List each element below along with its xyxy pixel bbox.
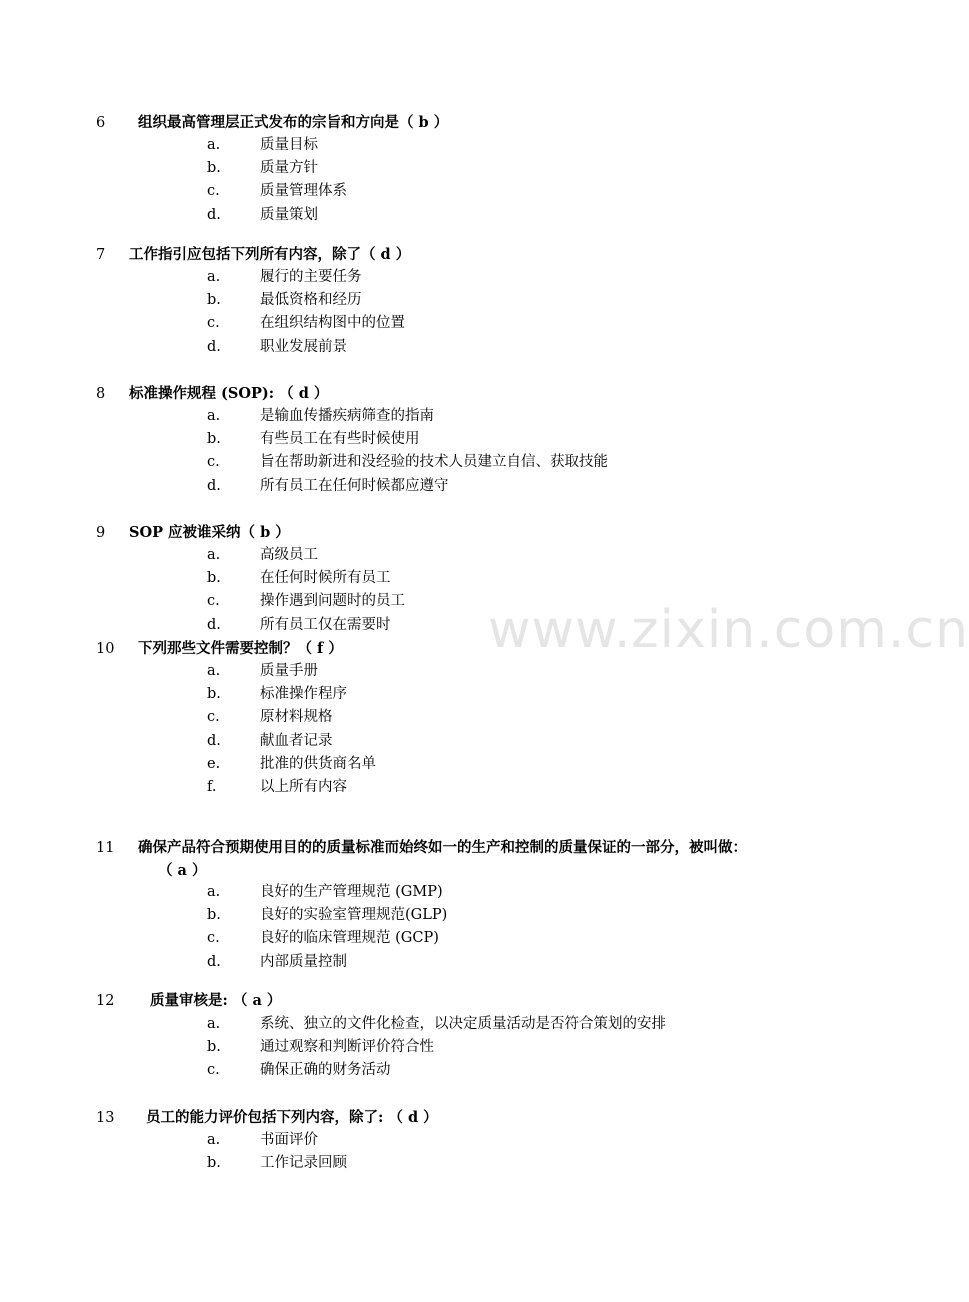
option-c: c. 操作遇到问题时的员工 [207, 593, 405, 610]
option-b: b. 良好的实验室管理规范(GLP) [207, 907, 448, 924]
option-d: d. 所有员工仅在需要时 [207, 616, 391, 633]
question-11-answer: （ a ） [158, 862, 207, 879]
option-e: e. 批准的供货商名单 [207, 755, 376, 772]
option-c: c. 在组织结构图中的位置 [207, 315, 405, 332]
question-stem: 工作指引应包括下列所有内容，除了（ d ） [129, 246, 411, 263]
question-8-options [207, 405, 608, 498]
question-number: 8 [96, 386, 106, 402]
option-b: b. 标准操作程序 [207, 686, 347, 703]
question-11 [96, 836, 747, 860]
question-stem: SOP 应被谁采纳（ b ） [129, 524, 290, 541]
option-c: c. 质量管理体系 [207, 183, 347, 200]
option-a: a. 质量目标 [207, 137, 318, 154]
question-6 [96, 111, 448, 135]
question-12 [96, 989, 281, 1013]
question-stem: 标准操作规程 (SOP): （ d ） [129, 385, 329, 402]
question-10 [96, 637, 343, 661]
watermark: www.zixin.com.cn [488, 600, 969, 660]
question-stem: 质量审核是: （ a ） [150, 992, 282, 1009]
option-b: b. 通过观察和判断评价符合性 [207, 1039, 434, 1056]
option-c: c. 原材料规格 [207, 709, 333, 726]
question-11-options [207, 881, 447, 974]
option-d: d. 献血者记录 [207, 732, 333, 749]
option-c: c. 良好的临床管理规范 (GCP) [207, 930, 439, 947]
question-12-options [207, 1013, 666, 1083]
option-a: a. 良好的生产管理规范 (GMP) [207, 884, 443, 901]
question-number: 10 [96, 641, 115, 657]
option-a: a. 质量手册 [207, 663, 318, 680]
option-b: b. 有些员工在有些时候使用 [207, 431, 420, 448]
option-b: b. 质量方针 [207, 160, 318, 177]
option-b: b. 在任何时候所有员工 [207, 570, 391, 587]
question-9 [96, 521, 290, 545]
option-a: a. 履行的主要任务 [207, 269, 362, 286]
option-c: c. 确保正确的财务活动 [207, 1062, 391, 1079]
option-a: a. 高级员工 [207, 547, 318, 564]
option-d: d. 职业发展前景 [207, 338, 347, 355]
question-number: 7 [96, 247, 106, 263]
question-13-options [207, 1129, 347, 1175]
question-stem: 员工的能力评价包括下列内容，除了: （ d ） [146, 1109, 438, 1126]
option-b: b. 最低资格和经历 [207, 292, 362, 309]
question-number: 6 [96, 115, 106, 131]
question-13 [96, 1106, 438, 1130]
option-d: d. 所有员工在任何时候都应遵守 [207, 477, 449, 494]
option-d: d. 内部质量控制 [207, 953, 347, 970]
question-number: 13 [96, 1110, 115, 1126]
question-10-options [207, 660, 376, 799]
question-8 [96, 382, 328, 406]
option-b: b. 工作记录回顾 [207, 1155, 347, 1172]
option-c: c. 旨在帮助新进和没经验的技术人员建立自信、获取技能 [207, 454, 608, 471]
question-7 [96, 243, 410, 267]
question-number: 12 [96, 993, 115, 1009]
question-6-options [207, 134, 347, 227]
question-number: 9 [96, 525, 106, 541]
option-a: a. 书面评价 [207, 1132, 318, 1149]
question-stem: 组织最高管理层正式发布的宗旨和方向是（ b ） [138, 114, 449, 131]
question-9-options [207, 544, 405, 637]
option-f: f. 以上所有内容 [207, 779, 347, 796]
question-7-options [207, 266, 405, 359]
question-stem: 下列那些文件需要控制？（ f ） [138, 640, 343, 657]
option-a: a. 是输血传播疾病筛查的指南 [207, 408, 434, 425]
question-stem: 确保产品符合预期使用目的的质量标准而始终如一的生产和控制的质量保证的一部分，被叫做： [138, 839, 747, 856]
question-number: 11 [96, 840, 115, 856]
option-d: d. 质量策划 [207, 206, 318, 223]
option-a: a. 系统、独立的文件化检查，以决定质量活动是否符合策划的安排 [207, 1016, 666, 1033]
